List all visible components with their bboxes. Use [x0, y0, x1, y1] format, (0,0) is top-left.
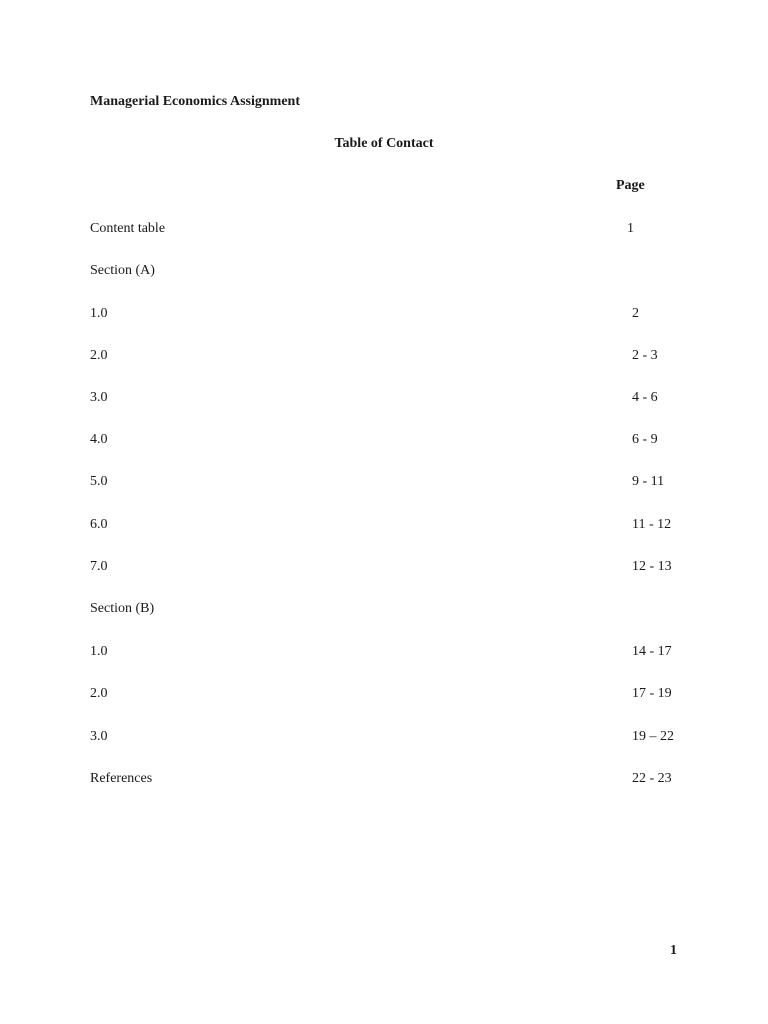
- toc-row: [90, 771, 690, 791]
- toc-entry-page: 2 - 3: [632, 348, 658, 363]
- toc-entry-label: Section (A): [90, 263, 155, 278]
- toc-entry-label: 4.0: [90, 432, 108, 447]
- toc-entry-label: 7.0: [90, 559, 108, 574]
- toc-row: [90, 644, 690, 664]
- toc-entry-page: 17 - 19: [632, 686, 672, 701]
- page-number: 1: [670, 943, 677, 958]
- toc-entry-page: 4 - 6: [632, 390, 658, 405]
- toc-row: [90, 348, 690, 368]
- toc-entry-label: 2.0: [90, 686, 108, 701]
- toc-entry-label: 1.0: [90, 644, 108, 659]
- toc-entry-label: 3.0: [90, 390, 108, 405]
- toc-entry-label: Section (B): [90, 601, 155, 616]
- toc-row: [90, 263, 690, 283]
- document-title: Managerial Economics Assignment: [90, 94, 300, 109]
- toc-entry-page: 14 - 17: [632, 644, 672, 659]
- toc-entry-page: 9 - 11: [632, 474, 665, 489]
- toc-entry-label: Content table: [90, 221, 166, 236]
- toc-row: [90, 221, 690, 241]
- toc-heading: Table of Contact: [334, 136, 434, 151]
- toc-entry-label: 6.0: [90, 517, 108, 532]
- toc-entry-label: 5.0: [90, 474, 108, 489]
- toc-row: [90, 474, 690, 494]
- toc-entry-page: 11 - 12: [632, 517, 672, 532]
- toc-entry-page: 6 - 9: [632, 432, 658, 447]
- page-column-heading: Page: [616, 178, 645, 193]
- toc-row: [90, 686, 690, 706]
- toc-entry-label: 3.0: [90, 729, 108, 744]
- toc-row: [90, 601, 690, 621]
- toc-entry-page: 1: [627, 221, 634, 236]
- toc-row: [90, 517, 690, 537]
- toc-row: [90, 729, 690, 749]
- toc-entry-page: 19 – 22: [632, 729, 674, 744]
- toc-entry-label: 2.0: [90, 348, 108, 363]
- toc-row: [90, 559, 690, 579]
- toc-entry-page: 2: [632, 306, 639, 321]
- toc-entry-label: 1.0: [90, 306, 108, 321]
- toc-entry-page: 12 - 13: [632, 559, 672, 574]
- toc-entry-page: 22 - 23: [632, 771, 672, 786]
- toc-row: [90, 306, 690, 326]
- toc-row: [90, 390, 690, 410]
- toc-row: [90, 432, 690, 452]
- toc-entry-label: References: [90, 771, 153, 786]
